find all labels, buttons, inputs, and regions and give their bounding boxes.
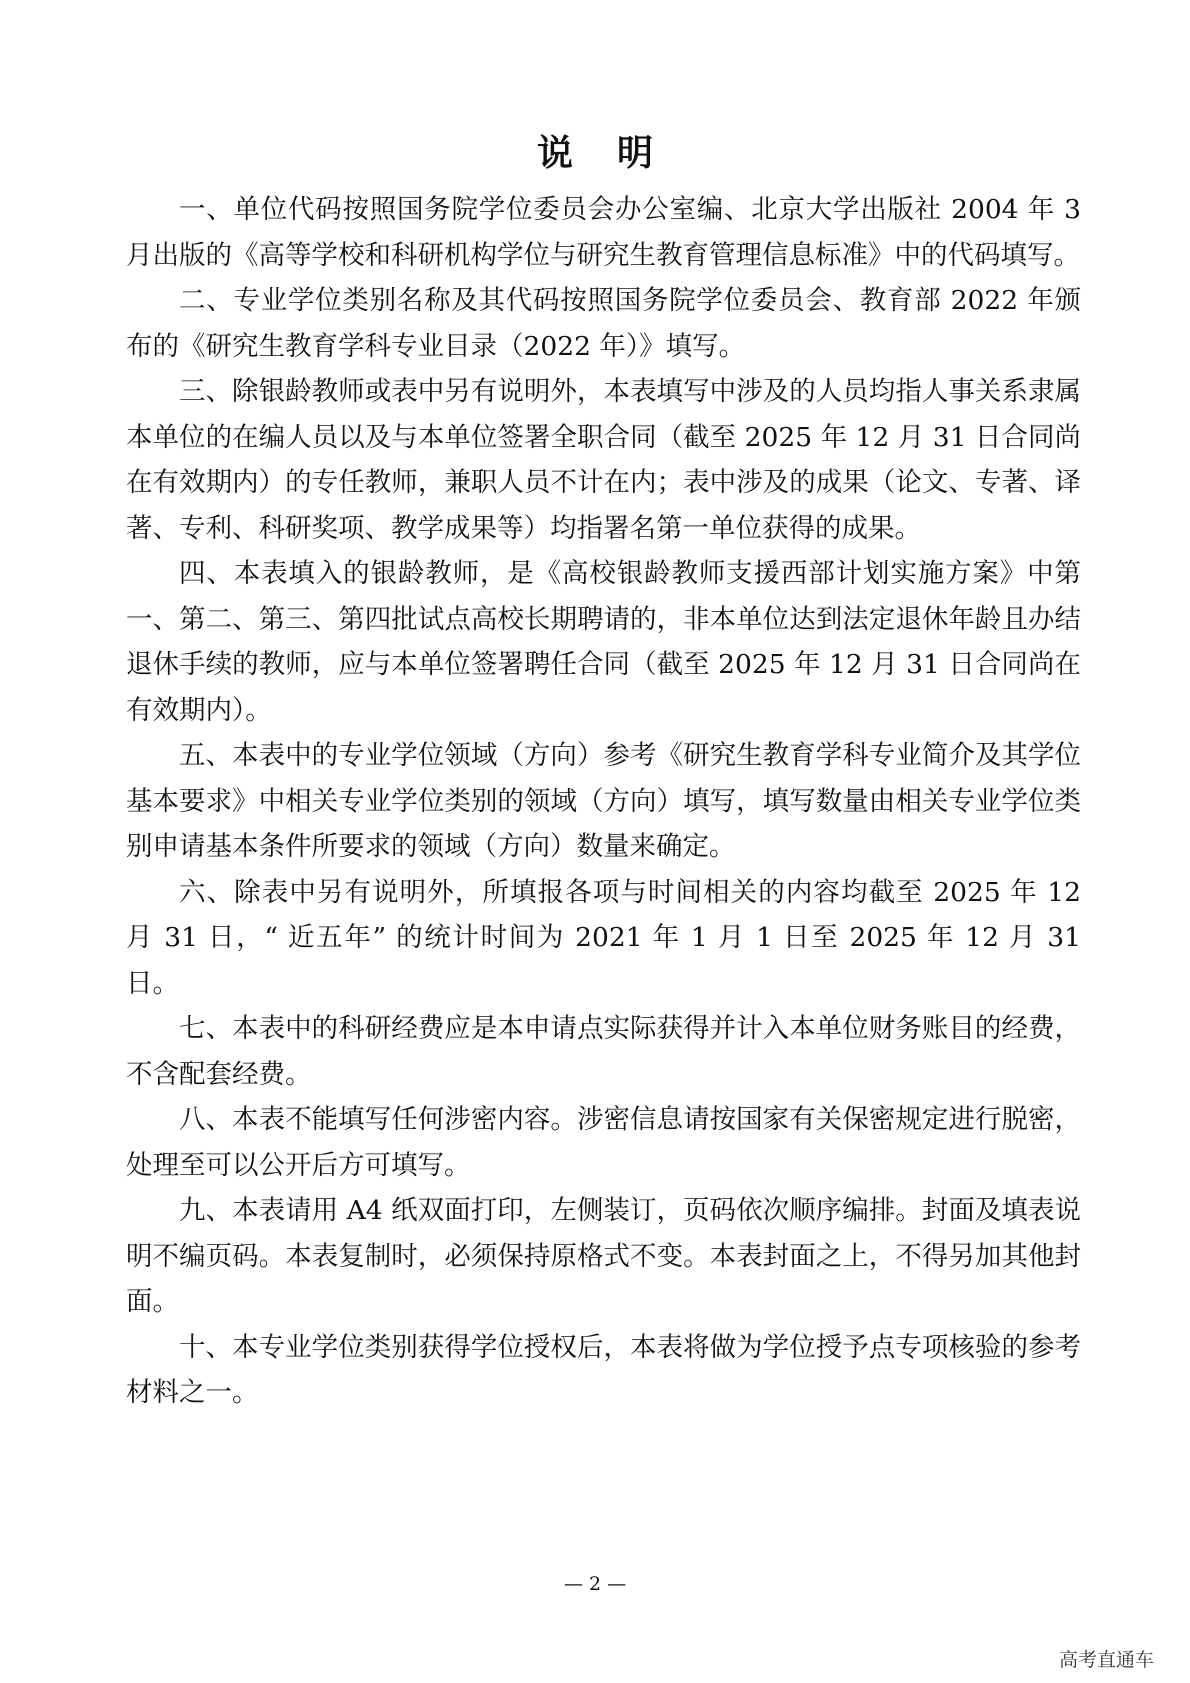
instruction-paragraph-8: 八、本表不能填写任何涉密内容。涉密信息请按国家有关保密规定进行脱密，处理至可以公开后方可填写。 <box>126 1104 1081 1181</box>
instruction-paragraph-7: 七、本表中的科研经费应是本申请点实际获得并计入本单位财务账目的经费，不含配套经费。 <box>126 1013 1081 1090</box>
instruction-paragraph-4: 四、本表填入的银龄教师，是《高校银龄教师支援西部计划实施方案》中第一、第二、第三、第四批试点高校长期聘请的，非本单位达到法定退休年龄且办结退休手续的教师，应与本单位签署聘任合同（截至 2025 年 12 月 31 日合同尚在有效期内）。 <box>126 558 1081 726</box>
watermark-text: 高考直通车 <box>1058 1649 1154 1671</box>
document-title: 说明 <box>536 132 697 174</box>
instruction-paragraph-10: 十、本专业学位类别获得学位授权后，本表将做为学位授予点专项核验的参考材料之一。 <box>126 1331 1081 1408</box>
page-number: — 2 — <box>563 1573 627 1595</box>
instruction-paragraph-1: 一、单位代码按照国务院学位委员会办公室编、北京大学出版社 2004 年 3 月出版的《高等学校和科研机构学位与研究生教育管理信息标准》中的代码填写。 <box>126 194 1081 271</box>
instruction-paragraph-3: 三、除银龄教师或表中另有说明外，本表填写中涉及的人员均指人事关系隶属本单位的在编人员以及与本单位签署全职合同（截至 2025 年 12 月 31 日合同尚在有效期内）的专任教师，兼职人员不计在内；表中涉及的成果（论文、专著、译著、专利、科研奖项、教学成果等）均指署名第一单位获得的成果。 <box>126 376 1081 544</box>
instruction-paragraph-6: 六、除表中另有说明外，所填报各项与时间相关的内容均截至 2025 年 12 月 31 日，“ 近五年” 的统计时间为 2021 年 1 月 1 日至 2025 年 12 月 31 日。 <box>126 876 1081 999</box>
instruction-paragraph-5: 五、本表中的专业学位领域（方向）参考《研究生教育学科专业简介及其学位基本要求》中相关专业学位类别的领域（方向）填写，填写数量由相关专业学位类别申请基本条件所要求的领域（方向）数量来确定。 <box>126 740 1081 862</box>
instructions-body <box>126 187 1081 1416</box>
instruction-paragraph-9: 九、本表请用 A4 纸双面打印，左侧装订，页码依次顺序编排。封面及填表说明不编页码。本表复制时，必须保持原格式不变。本表封面之上，不得另加其他封面。 <box>126 1195 1081 1317</box>
instruction-paragraph-2: 二、专业学位类别名称及其代码按照国务院学位委员会、教育部 2022 年颁布的《研究生教育学科专业目录（2022 年）》填写。 <box>126 285 1081 362</box>
